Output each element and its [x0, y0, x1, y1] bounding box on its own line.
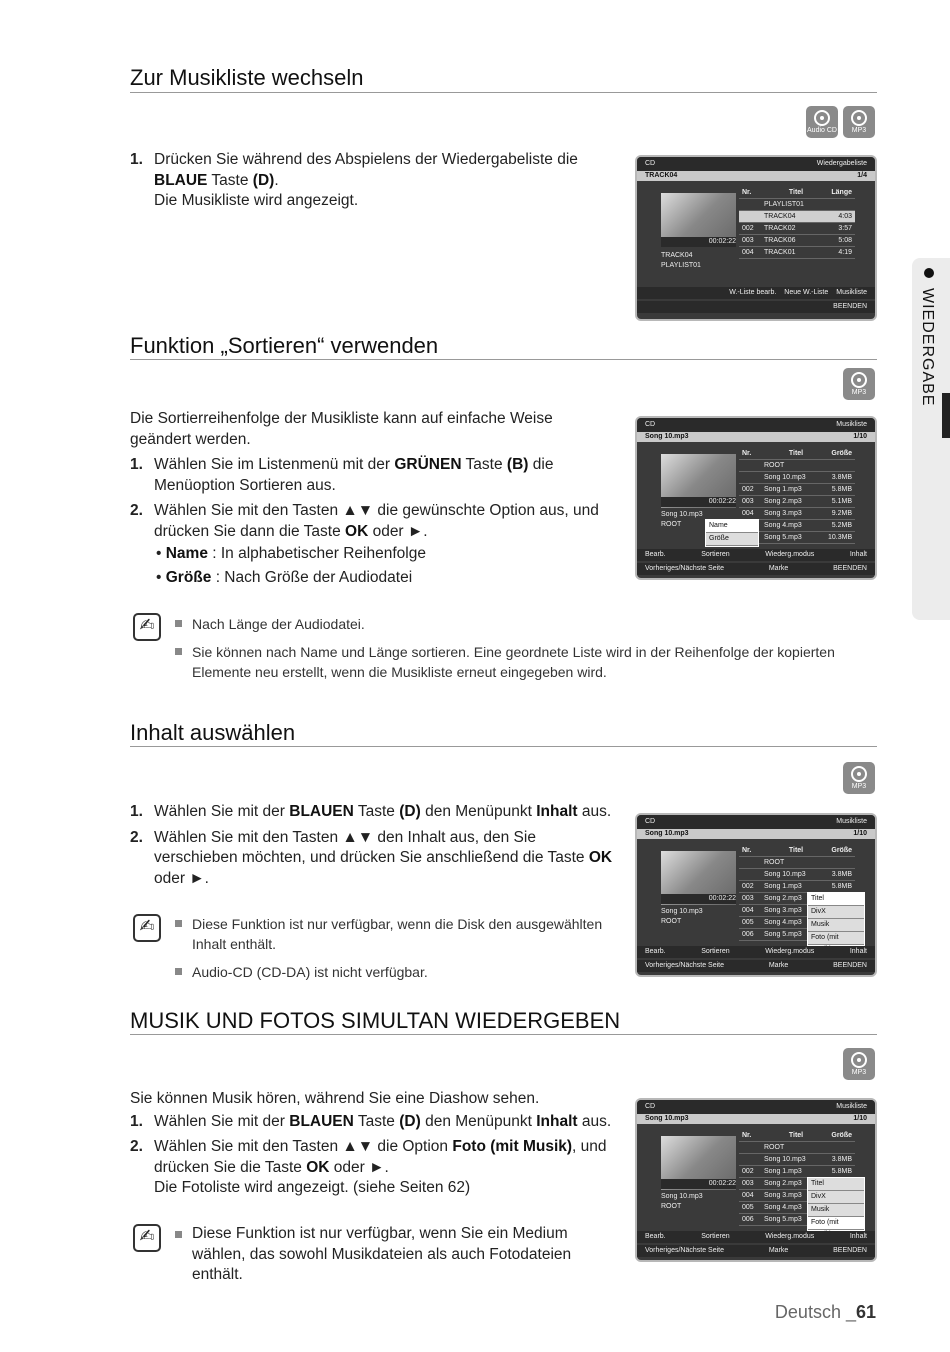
side-tab-marker [942, 393, 950, 438]
sort-popup[interactable] [705, 519, 759, 547]
table-row: 005 Song 4.mp3 [739, 917, 855, 929]
section4-notes: Diese Funktion ist nur verfügbar, wenn Sie ein Medium wählen, das sowohl Musikdateien als auch Fotodateien enthält. [175, 1224, 585, 1286]
content-option-titel[interactable]: Titel [808, 893, 864, 906]
table-row: 004 Song 3.mp3 [739, 1190, 855, 1202]
table-row: Song 10.mp3 3.8MB [739, 869, 855, 881]
table-row: 003 TRACK06 5:08 [739, 235, 855, 247]
note-icon: ✍ [133, 1224, 161, 1252]
section-title-inhalt: Inhalt auswählen [130, 720, 296, 745]
section3-steps: 1. Wählen Sie mit der BLAUEN Taste (D) den Menüpunkt Inhalt aus. 2. Wählen Sie mit den Tasten ▲▼ den Inhalt aus, den Sie verschieben möchten, und drücken Sie anschließend die Taste OK oder ►. [130, 803, 613, 887]
music-table: Nr. Titel Größe ROOT Song 10.mp3 3.8MB 002 Song 1.mp3 5.8MB 003 Song 2.mp3 5.1MB 004 Song 3.mp3 9.2MB Song 4.mp3 5.2MB Song 5.mp3 10.3MB [739, 448, 855, 544]
mp3-disc-icon: MP3 [843, 762, 875, 794]
section-rule [130, 359, 877, 360]
table-row: TRACK04 4:03 [739, 211, 855, 223]
table-row: 005 Song 4.mp3 [739, 1202, 855, 1214]
intro-text: Die Sortierreihenfolge der Musikliste kann auf einfache Weise geändert werden. [130, 410, 553, 448]
content-popup[interactable] [807, 1177, 865, 1231]
section3-notes: Diese Funktion ist nur verfügbar, wenn die Disk den ausgewählten Inhalt enthält. Audio-CD (CD-DA) ist nicht verfügbar. [175, 914, 625, 982]
table-row: 006 Song 5.mp3 [739, 929, 855, 941]
cd-label: CD [645, 160, 656, 167]
content-popup[interactable] [807, 892, 865, 946]
table-row: 002 TRACK02 3:57 [739, 223, 855, 235]
mp3-disc-icon: MP3 [843, 1048, 875, 1080]
playlist-screen: CD Wiedergabeliste TRACK04 1/4 00:02:22 TRACK04 PLAYLIST01 Nr. Titel Länge PLAYLIST01 TRACK04 4:03 002 TRACK02 3:57 003 TRACK06 5:08 004 TRACK01 4:19 W.-Liste bearb. Neue W.-Liste Musikliste BEENDEN [635, 155, 877, 321]
section-rule [130, 1034, 877, 1035]
table-row: 002 Song 1.mp3 5.8MB [739, 881, 855, 893]
sort-option-size[interactable]: Größe [706, 533, 758, 546]
section4-body: Sie können Musik hören, während Sie eine Diashow sehen. 1. Wählen Sie mit der BLAUEN Taste (D) den Menüpunkt Inhalt aus. 2. Wählen Sie mit den Tasten ▲▼ die Option Foto (mit Musik), und drücken Sie die Taste OK oder ►. Die Fotoliste wird angezeigt. (siehe Seiten 62) [130, 1090, 612, 1196]
content-option-musik[interactable]: Musik [808, 1204, 864, 1217]
content-option-titel[interactable]: Titel [808, 1178, 864, 1191]
table-row: PLAYLIST01 [739, 199, 855, 211]
content-option-musik[interactable]: Musik [808, 919, 864, 932]
music-table: Nr. Titel Größe ROOT Song 10.mp3 3.8MB 002 Song 1.mp3 5.8MB 003 Song 2.mp3 004 Song 3.mp3 005 Song 4.mp3 006 Song 5.mp3 [739, 1130, 855, 1226]
table-row: 006 Song 5.mp3 [739, 1214, 855, 1226]
content-option-foto[interactable]: Foto (mit [808, 932, 864, 945]
table-row: 003 Song 2.mp3 [739, 893, 855, 905]
table-row: Song 10.mp3 3.8MB [739, 1154, 855, 1166]
section-title-musikliste: Zur Musikliste wechseln [130, 65, 364, 90]
musikliste-foto-screen: CD Musikliste Song 10.mp3 1/10 00:02:22 Song 10.mp3 ROOT Nr. Titel Größe ROOT Song 10.mp3 3.8MB 002 Song 1.mp3 5.8MB 003 Song 2.mp3 004 Song 3.mp3 005 Song 4.mp3 006 Song 5.mp3 Titel DivX Musik Foto (mit Bearb. Sortieren Wiederg.modus Inhalt Vorheriges/Nächste Seite Marke BEENDEN [635, 1098, 877, 1262]
side-tab [912, 258, 950, 620]
step1-text: Drücken Sie während des Abspielens der Wiedergabeliste die [154, 151, 578, 168]
sort-option-name[interactable]: Name [706, 520, 758, 533]
table-row: Song 5.mp3 10.3MB [739, 532, 855, 544]
section-title-musik-fotos: MUSIK UND FOTOS SIMULTAN WIEDERGEBEN [130, 1008, 621, 1033]
table-row: 002 Song 1.mp3 5.8MB [739, 484, 855, 496]
section-title-sortieren: Funktion „Sortieren“ verwenden [130, 333, 439, 358]
music-table: Nr. Titel Größe ROOT Song 10.mp3 3.8MB 002 Song 1.mp3 5.8MB 003 Song 2.mp3 004 Song 3.mp3 005 Song 4.mp3 006 Song 5.mp3 [739, 845, 855, 941]
section2-body: Die Sortierreihenfolge der Musikliste kann auf einfache Weise geändert werden. 1. Wählen Sie im Listenmenü mit der GRÜNEN Taste (B) die Menüoption Sortieren aus. 2. Wählen Sie mit den Tasten ▲▼ die gewünschte Option aus, und drücken Sie dann die Taste OK oder ►. • Name : In alphabetischer Reihenfolge • Größe : Nach Größe der Audiodatei [130, 409, 610, 588]
table-row: Song 10.mp3 3.8MB [739, 472, 855, 484]
table-row: 002 Song 1.mp3 5.8MB [739, 1166, 855, 1178]
table-row: ROOT [739, 1142, 855, 1154]
bullet-icon [924, 268, 934, 278]
note-icon: ✍ [133, 914, 161, 942]
mp3-disc-icon: MP3 [843, 368, 875, 400]
mp3-disc-icon: MP3 [843, 106, 875, 138]
table-row: 004 TRACK01 4:19 [739, 247, 855, 259]
content-option-divx[interactable]: DivX [808, 906, 864, 919]
content-option-divx[interactable]: DivX [808, 1191, 864, 1204]
audio-cd-disc-icon: Audio CD [806, 106, 838, 138]
table-row: 003 Song 2.mp3 [739, 1178, 855, 1190]
section2-notes: Nach Länge der Audiodatei. Sie können nach Name und Länge sortieren. Eine geordnete Liste wird in der Reihenfolge der kopierten Elemente neu erstellt, wenn die Musikliste erneut eingegeben wird. [175, 614, 865, 682]
table-row: 004 Song 3.mp3 9.2MB [739, 508, 855, 520]
table-row: 003 Song 2.mp3 5.1MB [739, 496, 855, 508]
section1-steps: 1. Drücken Sie während des Abspielens der Wiedergabeliste die BLAUE Taste (D). Die Musikliste wird angezeigt. [130, 151, 578, 209]
content-option-foto[interactable]: Foto (mit [808, 1217, 864, 1230]
playlist-table: Nr. Titel Länge PLAYLIST01 TRACK04 4:03 002 TRACK02 3:57 003 TRACK06 5:08 004 TRACK01 4:19 [739, 187, 855, 259]
page-number: 61 [855, 1302, 876, 1322]
table-row: Song 4.mp3 5.2MB [739, 520, 855, 532]
table-row: ROOT [739, 857, 855, 869]
section-rule [130, 746, 877, 747]
side-tab-label: WIEDERGABE [919, 288, 936, 407]
musikliste-inhalt-screen: CD Musikliste Song 10.mp3 1/10 00:02:22 Song 10.mp3 ROOT Nr. Titel Größe ROOT Song 10.mp3 3.8MB 002 Song 1.mp3 5.8MB 003 Song 2.mp3 004 Song 3.mp3 005 Song 4.mp3 006 Song 5.mp3 Titel DivX Musik Foto (mit Bearb. Sortieren Wiederg.modus Inhalt Vorheriges/Nächste Seite Marke BEENDEN [635, 813, 877, 977]
section-rule [130, 92, 877, 93]
table-row: 004 Song 3.mp3 [739, 905, 855, 917]
table-row: ROOT [739, 460, 855, 472]
musikliste-sort-screen: CD Musikliste Song 10.mp3 1/10 00:02:22 Song 10.mp3 ROOT Nr. Titel Größe ROOT Song 10.mp3 3.8MB 002 Song 1.mp3 5.8MB 003 Song 2.mp3 5.1MB 004 Song 3.mp3 9.2MB Song 4.mp3 5.2MB Song 5.mp3 10.3MB Name Größe Bearb. Sortieren Wiederg.modus Inhalt Vorheriges/Nächste Seite Marke BEENDEN [635, 416, 877, 580]
page-footer: Deutsch _61 [774, 1302, 876, 1322]
note-icon: ✍ [133, 613, 161, 641]
